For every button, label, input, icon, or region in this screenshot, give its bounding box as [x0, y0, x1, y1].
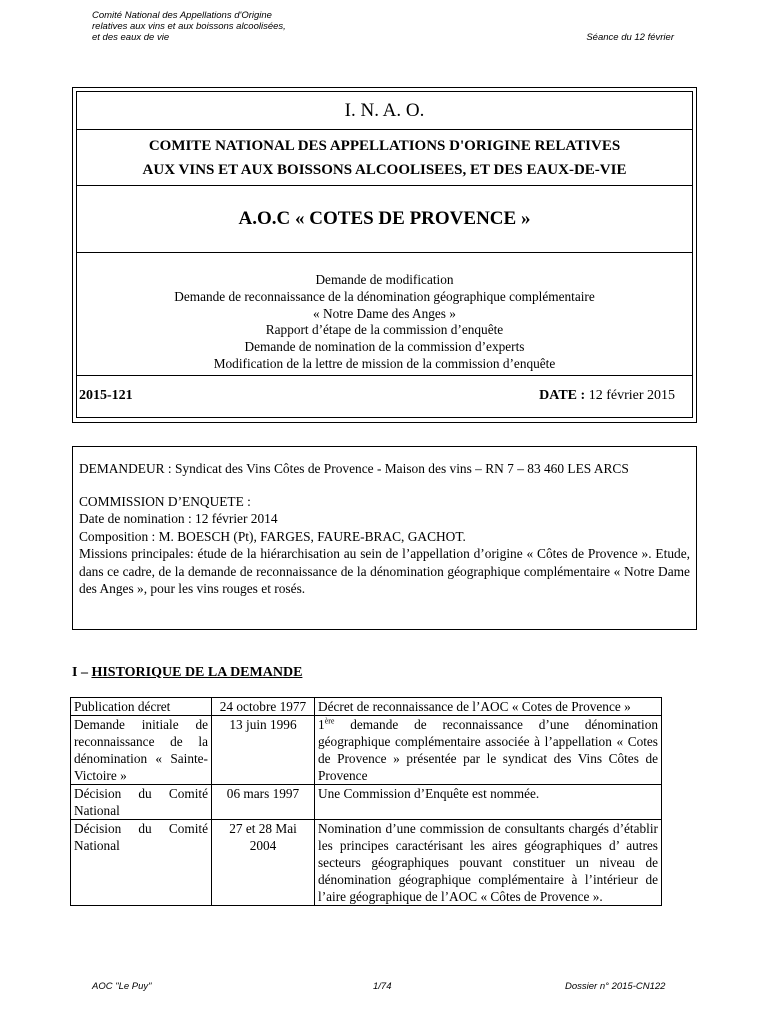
description-cell: 1ère demande de reconnaissance d’une dénomination géographique complémentaire associée à l’appellation « Cotes de Provence » présentée par le syndicat des Vins Côtes de Provence: [315, 716, 662, 785]
committee-line2: AUX VINS ET AUX BOISSONS ALCOOLISEES, ET DES EAUX-DE-VIE: [142, 162, 627, 178]
description-text: demande de reconnaissance d’une dénomination géographique complémentaire associée à l’appellation « Cotes de Provence » présentée par le syndicat des Vins Côtes de Provence: [318, 717, 658, 783]
event-cell: Décision du Comité National: [71, 785, 212, 820]
description-cell: Une Commission d’Enquête est nommée.: [315, 785, 662, 820]
reference-number: 2015-121: [79, 388, 133, 403]
section-heading: [72, 665, 302, 681]
table-row: [71, 698, 662, 716]
table-row: [71, 785, 662, 820]
event-cell: Décision du Comité National: [71, 820, 212, 906]
committee-line1: COMITE NATIONAL DES APPELLATIONS D'ORIGINE RELATIVES: [148, 138, 621, 154]
title-frame: [72, 87, 697, 423]
table-row: [71, 716, 662, 785]
aoc-title: A.O.C « COTES DE PROVENCE »: [76, 185, 693, 253]
table-row: [71, 820, 662, 906]
subject-item: Rapport d’étape de la commission d’enquête: [265, 322, 504, 338]
event-cell: Publication décret: [71, 698, 212, 716]
missions: Missions principales: étude de la hiérarchisation au sein de l’appellation d’origine « Côtes de Provence ». Etude, dans ce cadre, de la demande de reconnaissance de la dénomination géographique complémentaire « Notre Dame des Anges », pour les vins rouges et rosés.: [79, 546, 690, 596]
subject-item: Modification de la lettre de mission de la commission d’enquête: [213, 355, 556, 371]
page-number: 1/74: [373, 981, 392, 992]
inao-acronym: I. N. A. O.: [76, 91, 693, 130]
history-table: [70, 697, 662, 906]
subject-item: Demande de modification: [315, 272, 454, 287]
description-cell: Nomination d’une commission de consultants chargés d’établir les principes caractérisant les aires géographiques d’ autres secteurs géographiques pouvant constituer un niveau de dénomination géographique complémentaire à l’intérieur de l’aire géographique de l’AOC « Côtes de Provence ».: [315, 820, 662, 906]
section-prefix: I –: [72, 665, 92, 680]
date-value: 12 février 2015: [588, 388, 675, 403]
subject-item: Demande de reconnaissance de la dénomination géographique complémentaire: [174, 288, 595, 304]
section-title: HISTORIQUE DE LA DEMANDE: [91, 665, 303, 680]
nomination-date: Date de nomination : 12 février 2014: [79, 511, 278, 526]
event-cell: Demande initiale de reconnaissance de la dénomination « Sainte-Victoire »: [71, 716, 212, 785]
subject-item: Demande de nomination de la commission d’experts: [244, 339, 525, 355]
info-box: [72, 446, 697, 630]
description-cell: Décret de reconnaissance de l’AOC « Cotes de Provence »: [315, 698, 662, 716]
commission-title: COMMISSION D’ENQUETE :: [79, 493, 251, 509]
subject-list: [76, 252, 693, 376]
document-date: [539, 388, 675, 404]
ordinal-suffix: ère: [324, 716, 335, 726]
composition: Composition : M. BOESCH (Pt), FARGES, FAURE-BRAC, GACHOT.: [79, 528, 466, 544]
header-org-line2: relatives aux vins et aux boissons alcoolisées,: [92, 21, 286, 32]
demandeur: DEMANDEUR : Syndicat des Vins Côtes de Provence - Maison des vins – RN 7 – 83 460 LES ARCS: [79, 461, 629, 476]
header-organization: [92, 10, 286, 43]
reference-row: [76, 375, 693, 418]
committee-name: [76, 129, 693, 186]
subject-item: « Notre Dame des Anges »: [313, 305, 456, 321]
header-session: Séance du 12 février: [586, 32, 674, 43]
date-cell: 06 mars 1997: [212, 785, 315, 820]
footer-left: AOC "Le Puy": [92, 981, 152, 992]
date-cell: 13 juin 1996: [212, 716, 315, 785]
date-cell: 27 et 28 Mai 2004: [212, 820, 315, 906]
dossier-number: Dossier n° 2015-CN122: [565, 981, 666, 992]
date-cell: 24 octobre 1977: [212, 698, 315, 716]
header-org-line1: Comité National des Appellations d'Origine: [92, 10, 272, 21]
date-label: DATE :: [539, 388, 586, 403]
header-org-line3: et des eaux de vie: [92, 32, 170, 43]
